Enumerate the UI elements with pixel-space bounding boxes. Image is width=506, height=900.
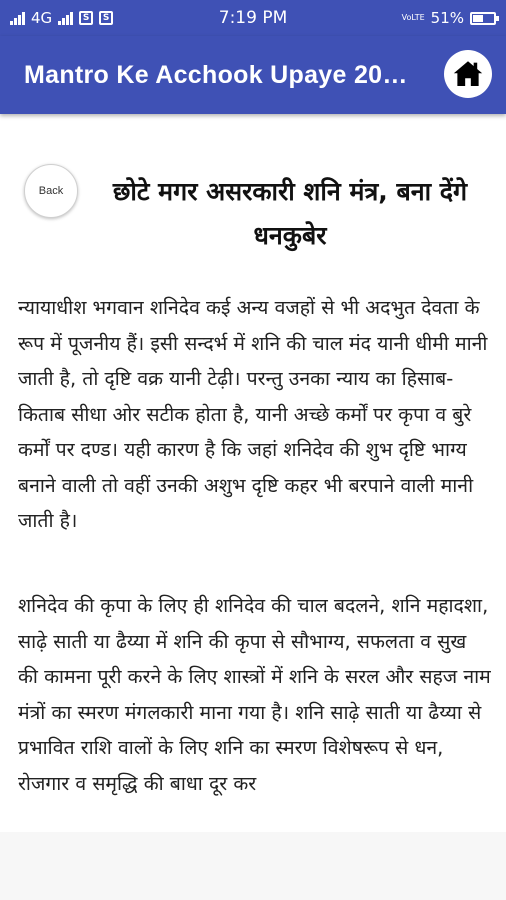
volte-icon: VoLTE bbox=[401, 13, 425, 22]
article-content[interactable] bbox=[0, 114, 506, 832]
status-right bbox=[402, 9, 496, 27]
notification-app-icon: S bbox=[79, 11, 93, 25]
signal-strength-2-icon bbox=[58, 12, 73, 25]
home-button[interactable] bbox=[444, 50, 492, 98]
status-time: 7:19 PM bbox=[218, 8, 288, 28]
back-button[interactable]: Back bbox=[24, 164, 78, 218]
network-type-label: 4G bbox=[31, 9, 53, 27]
notification-app-2-icon: S bbox=[99, 11, 113, 25]
signal-strength-icon bbox=[10, 12, 25, 25]
article-paragraph-2: शनिदेव की कृपा के लिए ही शनिदेव की चाल बदलने, शनि महादशा, साढ़े साती या ढैय्या में शनि की कृपा से सौभाग्य, सफलता व सुख की कामना पूरी करने के लिए शास्त्रों में शनि के सरल और सहज नाम मंत्रों का स्मरण मंगलकारी माना गया है। शनि साढ़े साती या ढैय्या से प्रभावित राशि वालों के लिए शनि का स्मरण विशेषरूप से धन, रोजगार व समृद्धि की बाधा दूर कर bbox=[18, 594, 491, 795]
app-bar bbox=[0, 36, 506, 114]
app-title: Mantro Ke Acchook Upaye 20… bbox=[24, 60, 408, 89]
status-left bbox=[10, 9, 113, 27]
article-paragraph-1: न्यायाधीश भगवान शनिदेव कई अन्य वजहों से भी अदभुत देवता के रूप में पूजनीय हैं। इसी सन्दर्भ में शनि की चाल मंद यानी धीमी मानी जाती है, तो दृष्टि वक्र यानी टेढ़ी। परन्तु उनका न्याय का हिसाब-किताब सीधा ओर सटीक होता है, यानी अच्छे कर्मों पर कृपा व बुरे कर्मों पर दण्ड। यही कारण है कि जहां शनिदेव की शुभ दृष्टि भाग्य बनाने वाली तो वहीं उनकी अशुभ दृष्टि कहर भी बरपाने वाली मानी जाती है। bbox=[18, 296, 488, 532]
battery-icon bbox=[470, 12, 496, 25]
battery-percent: 51% bbox=[430, 9, 464, 27]
battery-level-fill bbox=[473, 15, 483, 22]
bottom-blank-area bbox=[0, 832, 506, 900]
article-title: छोटे मगर असरकारी शनि मंत्र, बना देंगे धनकुबेर bbox=[112, 177, 468, 250]
status-bar bbox=[0, 0, 506, 36]
home-icon bbox=[451, 57, 485, 91]
